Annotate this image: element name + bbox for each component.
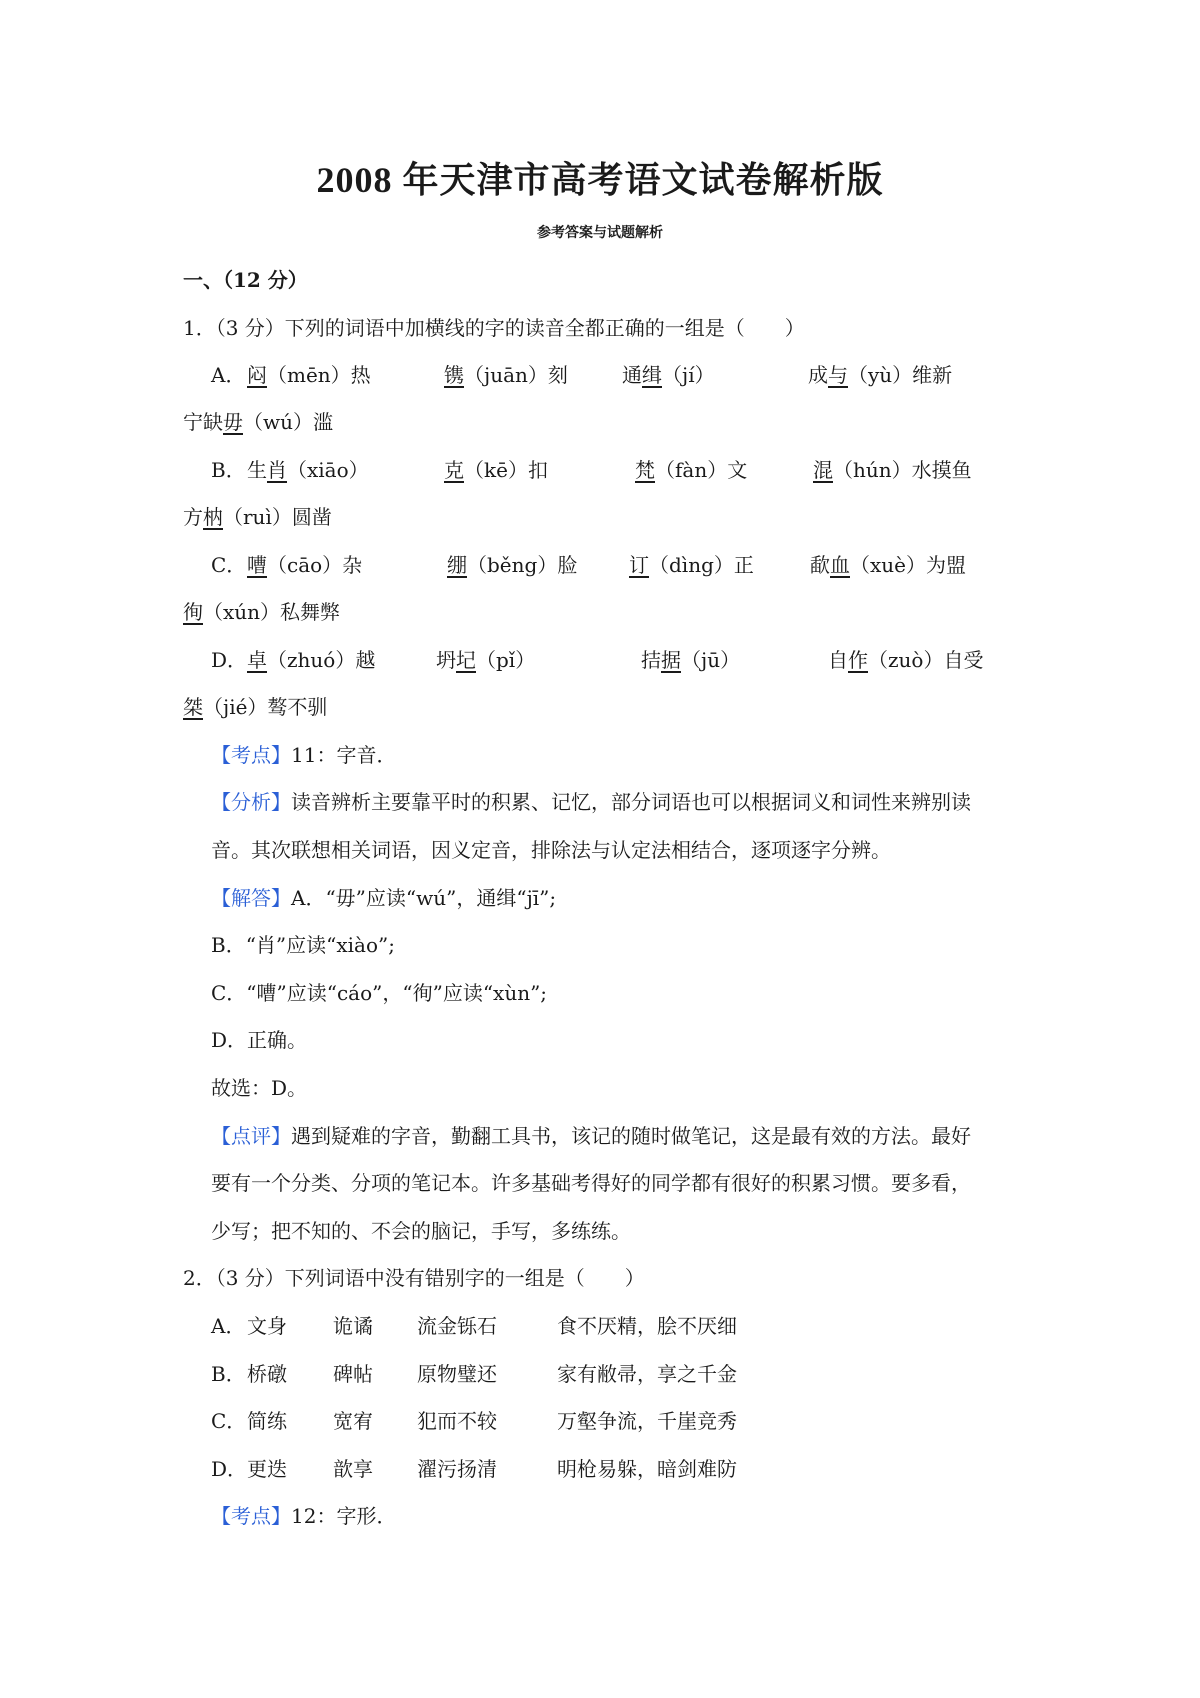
q1-b-word1	[247, 456, 369, 484]
underlined-char: 梵	[635, 458, 655, 482]
q1-dianping-line2: 要有一个分类、分项的笔记本。许多基础考得好的同学都有很好的积累习惯。要多看，	[211, 1171, 971, 1195]
option-label: B．	[211, 1362, 246, 1386]
q1-b-word3	[635, 456, 747, 484]
kaodian-tag: 【考点】	[211, 1504, 291, 1528]
reading: （jié）骜不驯	[203, 695, 328, 719]
option-word3: 濯污扬清	[417, 1457, 497, 1481]
reading: （kē）扣	[464, 458, 548, 482]
reading: （xiāo）	[287, 458, 369, 482]
q1-d-label: D．	[211, 648, 248, 672]
option-word4: 家有敝帚，享之千金	[557, 1362, 737, 1386]
page-title: 2008 年天津市高考语文试卷解析版	[316, 160, 884, 200]
q1-d-word1	[247, 646, 375, 674]
underlined-char: 订	[629, 553, 649, 577]
reading: （zhuó）越	[267, 648, 376, 672]
underlined-char: 桀	[183, 695, 203, 719]
q2-option-a	[211, 1312, 1011, 1340]
option-word2: 歆享	[333, 1457, 373, 1481]
q1-jieda	[211, 884, 556, 912]
jieda-a: A．“毋”应读“wú”，通缉“jī”;	[291, 886, 557, 910]
fenxi-tag: 【分析】	[211, 790, 291, 814]
q1-a-word4	[808, 361, 952, 389]
option-word2: 诡谲	[333, 1314, 373, 1338]
q1-b-word4	[813, 456, 972, 484]
q1-b-word2	[444, 456, 548, 484]
q1-kaodian	[211, 741, 396, 769]
option-word2: 碑帖	[333, 1362, 373, 1386]
jieda-tag: 【解答】	[211, 886, 291, 910]
q1-option-a	[211, 361, 1011, 389]
reading: （cāo）杂	[267, 553, 363, 577]
q1-c-word3	[629, 551, 754, 579]
q1-c-word5	[183, 598, 340, 626]
prefix: 成	[808, 363, 828, 387]
option-word3: 流金铄石	[417, 1314, 497, 1338]
reading: （yù）维新	[848, 363, 953, 387]
q2-stem: 2．（3 分）下列词语中没有错别字的一组是（ ）	[183, 1266, 645, 1290]
option-label: A．	[211, 1314, 246, 1338]
q1-a-label: A．	[211, 363, 246, 387]
reading: （hún）水摸鱼	[833, 458, 972, 482]
prefix: 歃	[810, 553, 830, 577]
q1-a-word2	[444, 361, 568, 389]
page-subtitle: 参考答案与试题解析	[537, 225, 663, 241]
q1-option-c	[211, 551, 1011, 579]
underlined-char: 枘	[203, 505, 223, 529]
option-label: D．	[211, 1457, 248, 1481]
reading: （dìng）正	[649, 553, 754, 577]
option-word2: 宽宥	[333, 1409, 373, 1433]
q1-option-d	[211, 646, 1011, 674]
underlined-char: 肖	[267, 458, 287, 482]
q1-dianping	[211, 1122, 971, 1150]
q2-kaodian	[211, 1502, 396, 1530]
underlined-char: 毋	[223, 410, 243, 434]
q1-a-word1	[247, 361, 371, 389]
prefix: 方	[183, 505, 203, 529]
q1-jieda-b: B．“肖”应读“xiào”;	[211, 933, 395, 957]
q1-fenxi	[211, 788, 971, 816]
reading: （pǐ）	[476, 648, 536, 672]
underlined-char: 徇	[183, 600, 203, 624]
option-word4: 食不厌精，脍不厌细	[557, 1314, 737, 1338]
prefix: 宁缺	[183, 410, 223, 434]
underlined-char: 嘈	[247, 553, 267, 577]
q1-answer: 故选：D。	[211, 1076, 308, 1100]
option-word3: 犯而不较	[417, 1409, 497, 1433]
q1-jieda-c: C．“嘈”应读“cáo”，“徇”应读“xùn”;	[211, 981, 548, 1005]
q1-c-word4	[810, 551, 966, 579]
q1-dianping-line3: 少写；把不知的、不会的脑记，手写，多练练。	[211, 1219, 631, 1243]
reading: （jí）	[662, 363, 715, 387]
reading: （ruì）圆凿	[223, 505, 332, 529]
reading: （jū）	[681, 648, 741, 672]
q1-d-word5	[183, 693, 327, 721]
underlined-char: 圮	[456, 648, 476, 672]
reading: （xún）私舞弊	[203, 600, 341, 624]
underlined-char: 缉	[642, 363, 662, 387]
option-word4: 明枪易躲，暗剑难防	[557, 1457, 737, 1481]
kaodian-tag: 【考点】	[211, 743, 291, 767]
reading: （wú）滥	[243, 410, 333, 434]
q2-option-d	[211, 1455, 1011, 1483]
q1-b-label: B．	[211, 458, 246, 482]
q1-a-word5	[183, 408, 333, 436]
underlined-char: 绷	[447, 553, 467, 577]
q1-d-word2	[436, 646, 535, 674]
prefix: 生	[247, 458, 267, 482]
underlined-char: 镌	[444, 363, 464, 387]
prefix: 自	[828, 648, 848, 672]
option-word1: 桥礅	[247, 1362, 287, 1386]
dianping-text-1: 遇到疑难的字音，勤翻工具书，该记的随时做笔记，这是最有效的方法。最好	[291, 1124, 971, 1148]
underlined-char: 据	[661, 648, 681, 672]
q1-c-word2	[447, 551, 577, 579]
fenxi-text-1: 读音辨析主要靠平时的积累、记忆，部分词语也可以根据词义和词性来辨别读	[291, 790, 971, 814]
prefix: 坍	[436, 648, 456, 672]
option-word3: 原物璧还	[417, 1362, 497, 1386]
reading: （juān）刻	[464, 363, 568, 387]
q1-c-label: C．	[211, 553, 247, 577]
kaodian-text: 12：字形．	[291, 1504, 397, 1528]
option-word1: 文身	[247, 1314, 287, 1338]
underlined-char: 与	[828, 363, 848, 387]
option-word1: 简练	[247, 1409, 287, 1433]
q1-d-word4	[828, 646, 983, 674]
option-label: C．	[211, 1409, 247, 1433]
q1-fenxi-line2: 音。其次联想相关词语，因义定音，排除法与认定法相结合，逐项逐字分辨。	[211, 838, 891, 862]
dianping-tag: 【点评】	[211, 1124, 291, 1148]
q2-option-c	[211, 1407, 1011, 1435]
prefix: 通	[622, 363, 642, 387]
q1-c-word1	[247, 551, 362, 579]
q1-b-word5	[183, 503, 332, 531]
underlined-char: 作	[848, 648, 868, 672]
underlined-char: 闷	[247, 363, 267, 387]
q1-a-word3	[622, 361, 715, 389]
underlined-char: 混	[813, 458, 833, 482]
section-heading: 一、（12 分）	[183, 268, 308, 292]
reading: （fàn）文	[655, 458, 748, 482]
q2-option-b	[211, 1360, 1011, 1388]
option-word1: 更迭	[247, 1457, 287, 1481]
option-word4: 万壑争流，千崖竞秀	[557, 1409, 737, 1433]
kaodian-text: 11：字音．	[291, 743, 397, 767]
prefix: 拮	[641, 648, 661, 672]
reading: （xuè）为盟	[850, 553, 966, 577]
q1-option-b	[211, 456, 1011, 484]
underlined-char: 卓	[247, 648, 267, 672]
underlined-char: 克	[444, 458, 464, 482]
underlined-char: 血	[830, 553, 850, 577]
reading: （běng）脸	[467, 553, 578, 577]
reading: （mēn）热	[267, 363, 371, 387]
q1-stem: 1．（3 分）下列的词语中加横线的字的读音全都正确的一组是（ ）	[183, 316, 805, 340]
q1-jieda-d: D．正确。	[211, 1028, 308, 1052]
q1-d-word3	[641, 646, 740, 674]
reading: （zuò）自受	[868, 648, 984, 672]
